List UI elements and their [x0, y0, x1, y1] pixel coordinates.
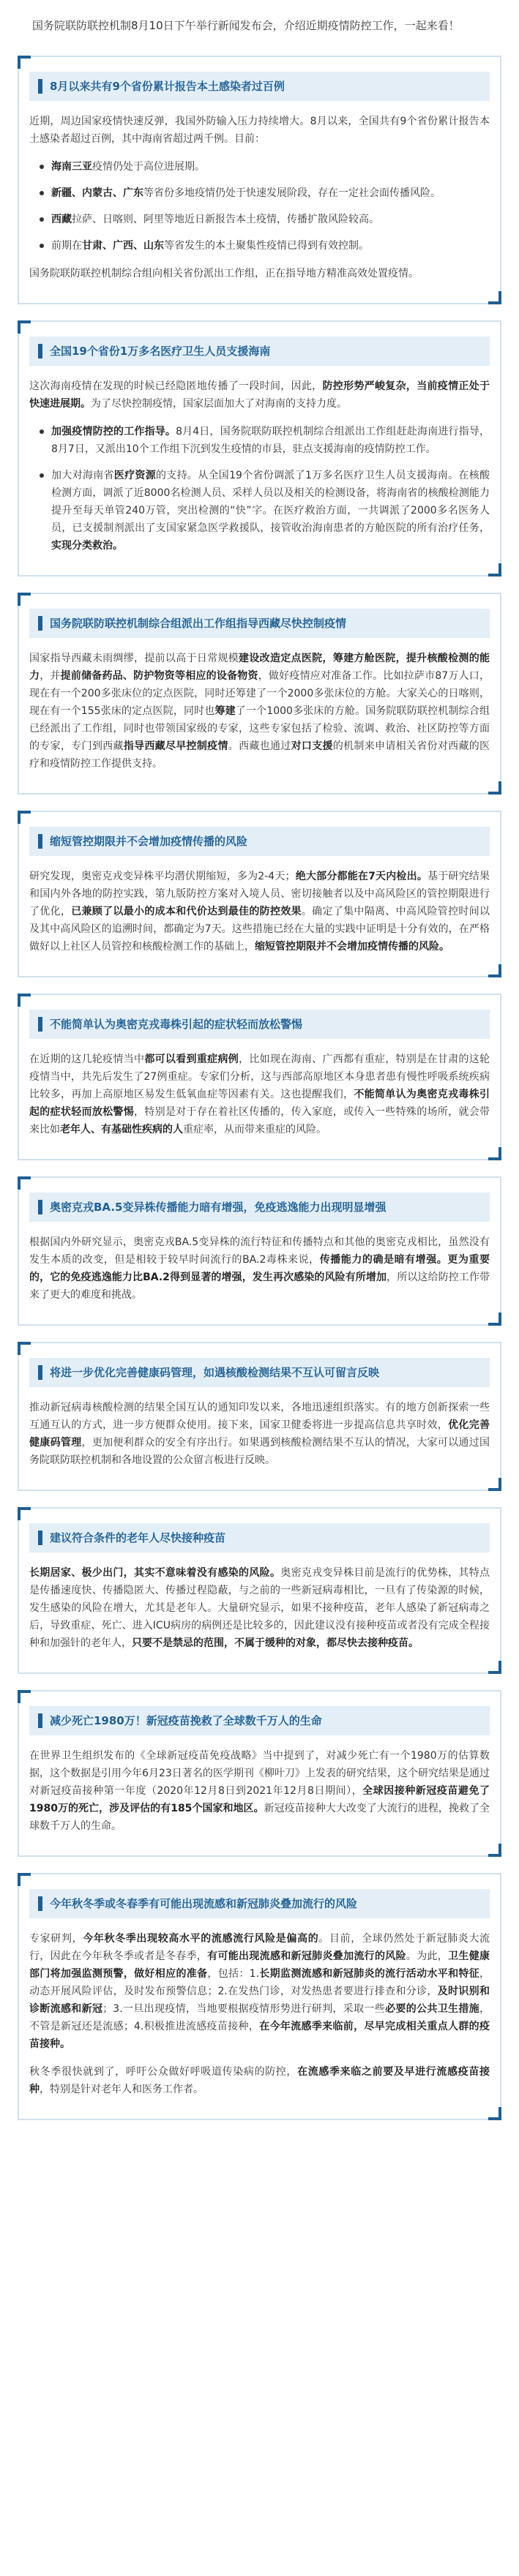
- paragraph: [29, 1747, 490, 1835]
- bold-text: 及时识别和诊断流感和新冠: [29, 1986, 490, 2015]
- section-flu-covid: [18, 1873, 501, 2120]
- text: ，做好疫情应对准备工作。比如拉萨市87万人口，现在有一个200多张床位的定点医院，同时还筹建了一个2000多张床位的方舱。大家关心的日喀则，现在有一个155张床的定点医院，同时也: [29, 670, 490, 717]
- section-heading: 缩短管控期限并不会增加疫情传播的风险: [50, 835, 248, 848]
- section-heading: 8月以来共有9个省份累计报告本土感染者过百例: [50, 80, 285, 93]
- text: ，动态开展风险评估，及时发布预警信息；2.在发热门诊，对发热患者要进行排查和分诊，: [29, 1968, 490, 1997]
- title-accent-bar: [38, 616, 42, 631]
- section-heading: 减少死亡1980万！新冠疫苗挽救了全球数千万人的生命: [50, 1714, 322, 1727]
- text: 等省发生的本土聚集性疫情已得到有效控制。: [164, 240, 369, 252]
- text: 。为此，: [406, 1950, 449, 1962]
- title-accent-bar: [38, 1531, 42, 1545]
- bullet-dot-icon: [40, 217, 44, 222]
- text: 拉萨、日喀则、阿里等地近日新报告本土疫情，传播扩散风险较高。: [72, 214, 379, 225]
- paragraph: [29, 2063, 490, 2098]
- title-accent-bar: [38, 1713, 42, 1728]
- bold-text: 西藏: [51, 214, 72, 225]
- bold-text: 医疗资源: [113, 470, 156, 481]
- section-title: [29, 827, 490, 856]
- text: ，所以这给防控工作带来了更大的难度和挑战。: [29, 1272, 490, 1301]
- bold-text: 都可以看到重症病例: [144, 1054, 239, 1065]
- text: 等省份多地疫情仍处于快速发展阶段，存在一定社会面传播风险。: [143, 187, 441, 199]
- bold-text: 防控形势严峻复杂，当前疫情正处于快速进展期。: [29, 380, 490, 410]
- bold-text: 新疆、内蒙古、广东: [51, 187, 143, 199]
- bold-text: 长期居家、极少出门，其实不意味着没有感染的风险。: [29, 1567, 281, 1579]
- bold-text: 海南三亚: [51, 161, 92, 173]
- section-title: [29, 1358, 490, 1387]
- bold-text: 今年秋冬季出现较高水平的流感流行风险是偏高的: [83, 1933, 319, 1945]
- text: 新冠疫苗接种大大改变了大流行的进程，挽救了全球数千万人的生命。: [29, 1803, 490, 1832]
- text: 专家研判，: [29, 1933, 83, 1945]
- bold-text: 缩短管控期限并不会增加疫情传播的风险。: [255, 941, 449, 953]
- title-accent-bar: [38, 79, 42, 94]
- section-title: [29, 1706, 490, 1735]
- page: [0, 16, 519, 2154]
- text: 根据国内外研究显示，奥密克戎BA.5变异株的流行特征和传播特点和其他的奥密克戎相比，虽然没有发生本质的改变，但是相较于较早时间流行的BA.2毒株来说，: [29, 1236, 490, 1266]
- section-title: [29, 1523, 490, 1552]
- section-ba5-variant: [18, 1176, 501, 1326]
- text: 奥密克戎变异株目前是流行的优势株，其特点是传播速度快、传播隐匿大、传播过程隐蔽，与之前的一些新冠病毒相比，一旦有了传染源的时候，发生感染的风险在增大，尤其是老年人。大量研究显示，如果不接种疫苗，老年人感染了新冠病毒之后，导致重症、死亡、进入ICU病房的病例还是比较多的，因此建议没有接种疫苗或者没有完成全程接种和加强针的老年人，: [29, 1567, 490, 1649]
- paragraph: [29, 378, 490, 413]
- text: ，不管是新冠还是流感；4.积极推进流感疫苗接种，: [29, 2003, 490, 2032]
- text: 基于研究结果和国内外各地的防控实践，第九版防控方案对入境人员、密切接触者以及中高风险区的管控期限进行了优化，: [29, 871, 490, 917]
- bold-text: 筹建: [214, 705, 236, 717]
- bold-text: 必要的公共卫生措施: [385, 2003, 480, 2015]
- text: 国务院联防联控机制综合组向相关省份派出工作组，正在指导地方精准高效处置疫情。: [29, 268, 419, 279]
- paragraph: [29, 1399, 490, 1469]
- paragraph: [29, 1051, 490, 1138]
- section-heading: 不能简单认为奥密克戎毒株引起的症状轻而放松警惕: [50, 1018, 303, 1031]
- text: 重症率，从而带来重症的风险。: [183, 1124, 326, 1135]
- paragraph: [29, 1930, 490, 2053]
- text: 推动新冠病毒核酸检测的结果全国互认的通知印发以来，各地迅速组织落实。有的地方创新探索一些互通互认的方式，进一步方便群众使用。接下来，国家卫健委将进一步提高信息共享时效，: [29, 1402, 490, 1431]
- bold-text: 有可能出现流感和新冠肺炎叠加流行的风险: [207, 1950, 406, 1962]
- bullet-dot-icon: [40, 165, 44, 169]
- section-title: [29, 1193, 490, 1222]
- title-accent-bar: [38, 834, 42, 849]
- text: ，特别是对于存在着社区传播的，传入家庭，或传入一些特殊的场所，就会带来比如: [29, 1106, 490, 1135]
- section-title: [29, 609, 490, 638]
- bold-text: 提前储备药品、防护物资等相应的设备物资: [60, 670, 258, 682]
- section-heading: 全国19个省份1万多名医疗卫生人员支援海南: [50, 345, 271, 358]
- text: 在近期的这几轮疫情当中: [29, 1054, 145, 1065]
- bold-text: 老年人、有基础性疾病的人: [60, 1124, 183, 1135]
- bold-text: 优化完善健康码管理: [29, 1419, 490, 1449]
- text: ，并: [40, 670, 61, 682]
- text: 在世界卫生组织发布的《全球新冠疫苗免疫战略》当中提到了，对减少死亡有一个1980万的估算数据，这个数据是引用今年6月23日著名的医学期刊《柳叶刀》上发表的研究结果，这个研究结果是通过对新冠疫苗接种第一年度（2020年12月8日到2021年12月8日期间），: [29, 1750, 490, 1797]
- text: 了一个1000多张床的方舱。国务院联防联控机制综合组已经派出了工作组，同时也带领国家级的专家，这些专家包括了检验、流调、救治、社区防控等方面的专家，专门到西藏: [29, 705, 490, 752]
- list-item: [38, 211, 490, 228]
- title-accent-bar: [38, 1200, 42, 1214]
- title-accent-bar: [38, 344, 42, 358]
- bold-text: 在流感季来临之前要及早进行流感疫苗接种: [29, 2066, 490, 2095]
- bold-text: 长期监测流感和新冠肺炎的流行活动水平和特征: [259, 1968, 480, 1980]
- list-item: [38, 158, 490, 176]
- text: ，更加便利群众的安全有序出行。如果遇到核酸检测结果不互认的情况，大家可以通过国务院联防联控机制和各地设置的公众留言板进行反映。: [29, 1437, 490, 1466]
- bold-text: 加强疫情防控的工作指导。: [51, 426, 176, 438]
- text: ，特别是针对老年人和医务工作者。: [40, 2084, 204, 2095]
- bold-text: 甘肃、广西、山东: [82, 240, 164, 252]
- section-quarantine-period: [18, 811, 501, 977]
- section-local-cases: [18, 56, 501, 304]
- section-heading: 今年秋冬季或冬春季有可能出现流感和新冠肺炎叠加流行的风险: [50, 1897, 358, 1910]
- bullet-list: [29, 423, 490, 555]
- section-elderly-vaccination: [18, 1507, 501, 1674]
- bold-text: 对口支援: [291, 740, 333, 752]
- text: 近期，周边国家疫情快速反弹，我国外防输入压力持续增大。8月以来，全国共有9个省份累计报告本土感染者超过百例，其中海南省超过两千例。目前：: [29, 116, 490, 145]
- title-accent-bar: [38, 1017, 42, 1032]
- title-accent-bar: [38, 1365, 42, 1380]
- text: 疫情仍处于高位进展期。: [92, 161, 205, 173]
- bullet-dot-icon: [40, 473, 44, 478]
- text: 。西藏也通过: [228, 740, 291, 752]
- list-item: [38, 423, 490, 458]
- paragraph: [29, 1564, 490, 1652]
- bold-text: 绝大部分都能在7天内检出。: [295, 871, 428, 882]
- bullet-dot-icon: [40, 191, 44, 195]
- text: 秋冬季很快就到了，呼吁公众做好呼吸道传染病的防控，: [29, 2066, 298, 2078]
- text: ，包括：1.: [207, 1968, 260, 1980]
- bold-text: 不能简单认为奥密克戎毒株引起的症状轻而放松警惕: [29, 1089, 490, 1118]
- intro-text: 国务院联防联控机制8月10日下午举行新闻发布会，介绍近期疫情防控工作，一起来看！: [32, 19, 460, 32]
- section-heading: 国务院联防联控机制综合组派出工作组指导西藏尽快控制疫情: [50, 617, 347, 630]
- list-item: [38, 467, 490, 555]
- section-heading: 建议符合条件的老年人尽快接种疫苗: [50, 1531, 226, 1544]
- title-accent-bar: [38, 1896, 42, 1911]
- paragraph: [29, 868, 490, 955]
- bullet-dot-icon: [40, 429, 44, 434]
- bold-text: 实现分类救治。: [51, 540, 123, 552]
- bold-text: 指导西藏尽早控制疫情: [123, 740, 228, 752]
- bullet-dot-icon: [40, 244, 44, 248]
- paragraph: [29, 650, 490, 773]
- text: 。确定了集中隔离、中高风险管控时间以及其中高风险区的追溯时间，都确定为7天。这些措施已经在大量的实践中证明是十分有效的，在严格做好以上社区人员管控和核酸检测工作的基础上，: [29, 906, 490, 953]
- bold-text: 卫生健康部门将加强监测预警，做好相应的准备: [29, 1950, 490, 1980]
- text: 的支持。从全国19个省份调派了1万多名医疗卫生人员支援海南。在核酸检测方面，调派了近8000名检测人员、采样人员以及相关的检测设备，将海南省的核酸检测能力提升至每天单管240万管，突出检测的“快”字。在医疗救治方面，一共调派了2000多名医务人员，已支援制剂派出了支国家紧急医学救援队，接管收治海南患者的方舱医院的所有治疗任务，: [51, 470, 490, 534]
- section-health-code: [18, 1342, 501, 1491]
- text: 8月4日，国务院联防联控机制综合组派出工作组赶赴海南进行指导，8月7日，又派出10个工作组下沉到发生疫情的市县，驻点支援海南的疫情防控工作。: [51, 426, 490, 455]
- section-heading: 将进一步优化完善健康码管理，如遇核酸检测结果不互认可留言反映: [50, 1366, 380, 1379]
- text: 国家指导西藏未雨绸缪，提前以高于日常规模: [29, 653, 239, 664]
- list-item: [38, 184, 490, 202]
- section-title: [29, 337, 490, 366]
- text: ；3.一旦出现疫情，当地要根据疫情形势进行研判，采取一些: [102, 2003, 386, 2015]
- bold-text: 只要不是禁忌的范围，不属于缓种的对象，都尽快去接种疫苗。: [132, 1637, 419, 1649]
- section-title: [29, 72, 490, 101]
- section-omicron-severity: [18, 994, 501, 1160]
- text: 研究发现，奥密克戎变异株平均潜伏期缩短，多为2-4天；: [29, 871, 296, 882]
- list-item: [38, 237, 490, 255]
- bold-text: 在今年流感季来临前，尽早完成相关重点人群的疫苗接种。: [29, 2021, 490, 2050]
- section-title: [29, 1010, 490, 1039]
- section-tibet: [18, 593, 501, 795]
- text: 前期在: [51, 240, 82, 252]
- text: 的机制来申请相关省份对西藏的医疗和疫情防控工作提供支持。: [29, 740, 490, 770]
- text: 这次海南疫情在发现的时候已经隐匿地传播了一段时间，因此，: [29, 380, 323, 392]
- bold-text: 传播能力的确是暗有增强。更为重要的，它的免疫逃逸能力比BA.2得到显著的增强，发生再次感染的风险有所增加: [29, 1254, 490, 1283]
- paragraph: [29, 1233, 490, 1304]
- text: ，比如现在海南、广西都有重症，特别是在甘肃的这轮疫情当中，共先后发生了27例重症。专家们分析，这与西部高原地区本身患者患有慢性呼吸系统疾病比较多，再加上高原地区易发生低氧血症等因素有关。这也提醒我们，: [29, 1054, 490, 1100]
- bold-text: 全球因接种新冠疫苗避免了1980万的死亡，涉及评估的有185个国家和地区。: [29, 1785, 490, 1814]
- text: 加大对海南省: [51, 470, 114, 481]
- paragraph: [29, 113, 490, 148]
- paragraph: [29, 265, 490, 282]
- bold-text: 已兼顾了以最小的成本和代价达到最佳的防控效果: [71, 906, 302, 917]
- bold-text: 建设改造定点医院，筹建方舱医院，提升核酸检测的能力: [29, 653, 490, 682]
- section-vaccine-lives-saved: [18, 1690, 501, 1857]
- bullet-list: [29, 158, 490, 255]
- section-heading: 奥密克戎BA.5变异株传播能力暗有增强，免疫逃逸能力出现明显增强: [50, 1201, 387, 1214]
- text: 为了尽快控制疫情，国家层面加大了对海南的支持力度。: [91, 398, 347, 410]
- section-title: [29, 1889, 490, 1918]
- section-hainan-support: [18, 320, 501, 577]
- text: 。目前，全球仍然处于新冠肺炎大流行，因此在今年秋冬季或者是冬春季，: [29, 1933, 490, 1962]
